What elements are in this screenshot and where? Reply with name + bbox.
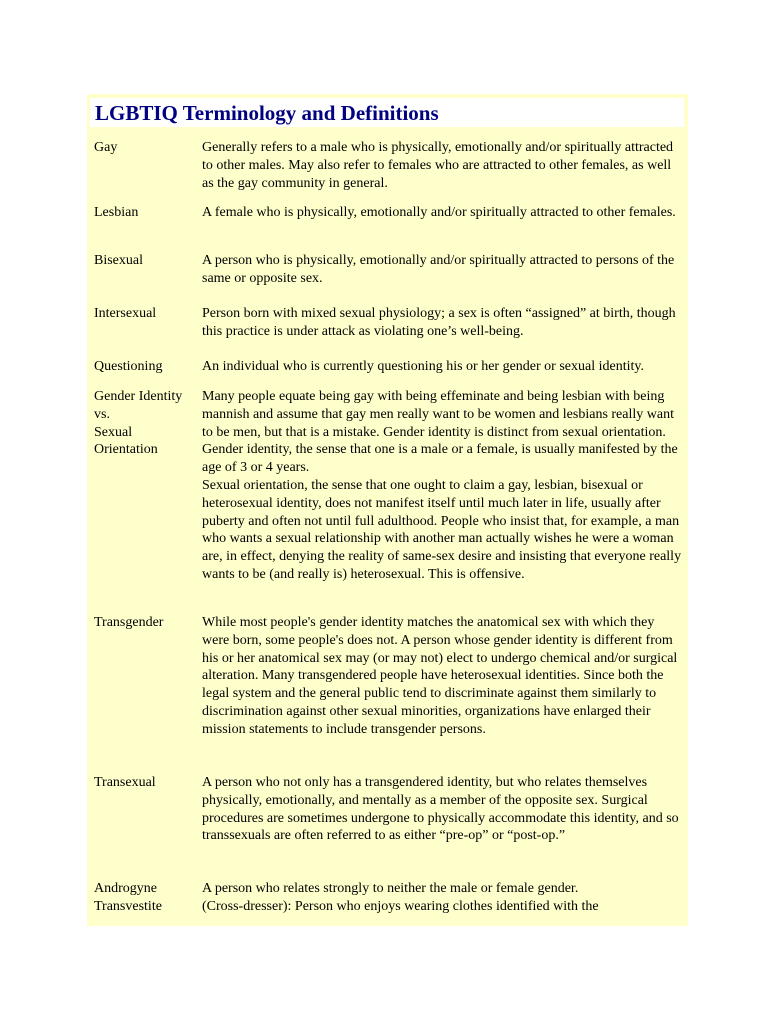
definition-paragraph: A person who relates strongly to neither the male or female gender. [202, 881, 579, 896]
term-definition [202, 774, 683, 845]
term-line: Lesbian [94, 205, 139, 220]
term-line: Orientation [94, 442, 158, 458]
term-line: Bisexual [94, 253, 143, 268]
definition-paragraph: An individual who is currently questioning his or her gender or sexual identity. [202, 359, 644, 374]
term-definition [202, 204, 683, 222]
term-label [94, 252, 199, 270]
term-definition [202, 139, 683, 192]
term-line: Gender Identity [94, 389, 183, 404]
title-bar [90, 98, 684, 127]
term-definition [202, 880, 683, 916]
term-label [94, 614, 199, 632]
term-label [94, 139, 199, 157]
term-line: Transexual [94, 775, 156, 790]
term-definition [202, 252, 683, 288]
term-label [94, 880, 199, 916]
term-line: Gay [94, 140, 118, 155]
definition-paragraph: (Cross-dresser): Person who enjoys wearing clothes identified with the [202, 898, 599, 914]
term-definition [202, 614, 683, 739]
term-line: Transgender [94, 615, 164, 630]
definition-paragraph: A person who not only has a transgendered identity, but who relates themselves physically, emotionally, and mentally as a member of the opposite sex. Surgical procedures are sometimes undergone to physically accommodate this identity, and so transsexuals are often referred to as either “pre-op” or “post-op.” [202, 775, 679, 844]
definition-paragraph: Person born with mixed sexual physiology; a sex is often “assigned” at birth, though this practice is under attack as violating one’s well-being. [202, 306, 676, 339]
terminology-panel [87, 94, 688, 926]
term-line: vs. [94, 406, 110, 422]
definition-paragraph: Sexual orientation, the sense that one ought to claim a gay, lesbian, bisexual or heterosexual identity, does not manifest itself until much later in life, usually after puberty and often not until full adulthood. People who insist that, for example, a man who wants a sexual relationship with another man actually wishes he were a woman are, in effect, denying the reality of same-sex desire and insisting that everyone really wants to be (and really is) heterosexual. This is offensive. [202, 477, 682, 582]
term-label [94, 204, 199, 222]
definition-paragraph: A female who is physically, emotionally and/or spiritually attracted to other females. [202, 205, 676, 220]
term-line: Questioning [94, 359, 163, 374]
term-label [94, 305, 199, 323]
term-label [94, 358, 199, 376]
term-definition [202, 305, 683, 341]
term-label [94, 774, 199, 792]
term-line: Androgyne [94, 881, 157, 896]
definition-paragraph: Many people equate being gay with being effeminate and being lesbian with being mannish and assume that gay men really want to be women and lesbians really want to be men, but that is a mistake. Gender identity is distinct from sexual orientation. Gender identity, the sense that one is a male or a female, is usually manifested by the age of 3 or 4 years. [202, 389, 678, 476]
term-line: Intersexual [94, 306, 157, 321]
term-label [94, 388, 199, 459]
definition-paragraph: A person who is physically, emotionally and/or spiritually attracted to persons of the same or opposite sex. [202, 253, 675, 286]
definition-paragraph: Generally refers to a male who is physically, emotionally and/or spiritually attracted to other males. May also refer to females who are attracted to other females, as well as the gay community in general. [202, 140, 674, 191]
definition-paragraph: While most people's gender identity matches the anatomical sex with which they were born, some people's does not. A person whose gender identity is different from his or her anatomical sex may (or may not) elect to undergo chemical and/or surgical alteration. Many transgendered people have heterosexual identities. Since both the legal system and the general public tend to discriminate against them similarly to discrimination against other sexual minorities, organizations have enlarged their mission statements to include transgender persons. [202, 615, 678, 737]
term-line: Sexual [94, 424, 133, 440]
term-line: Transvestite [94, 898, 162, 914]
page-title: LGBTIQ Terminology and Definitions [95, 101, 439, 125]
term-definition [202, 388, 683, 584]
term-definition [202, 358, 683, 376]
